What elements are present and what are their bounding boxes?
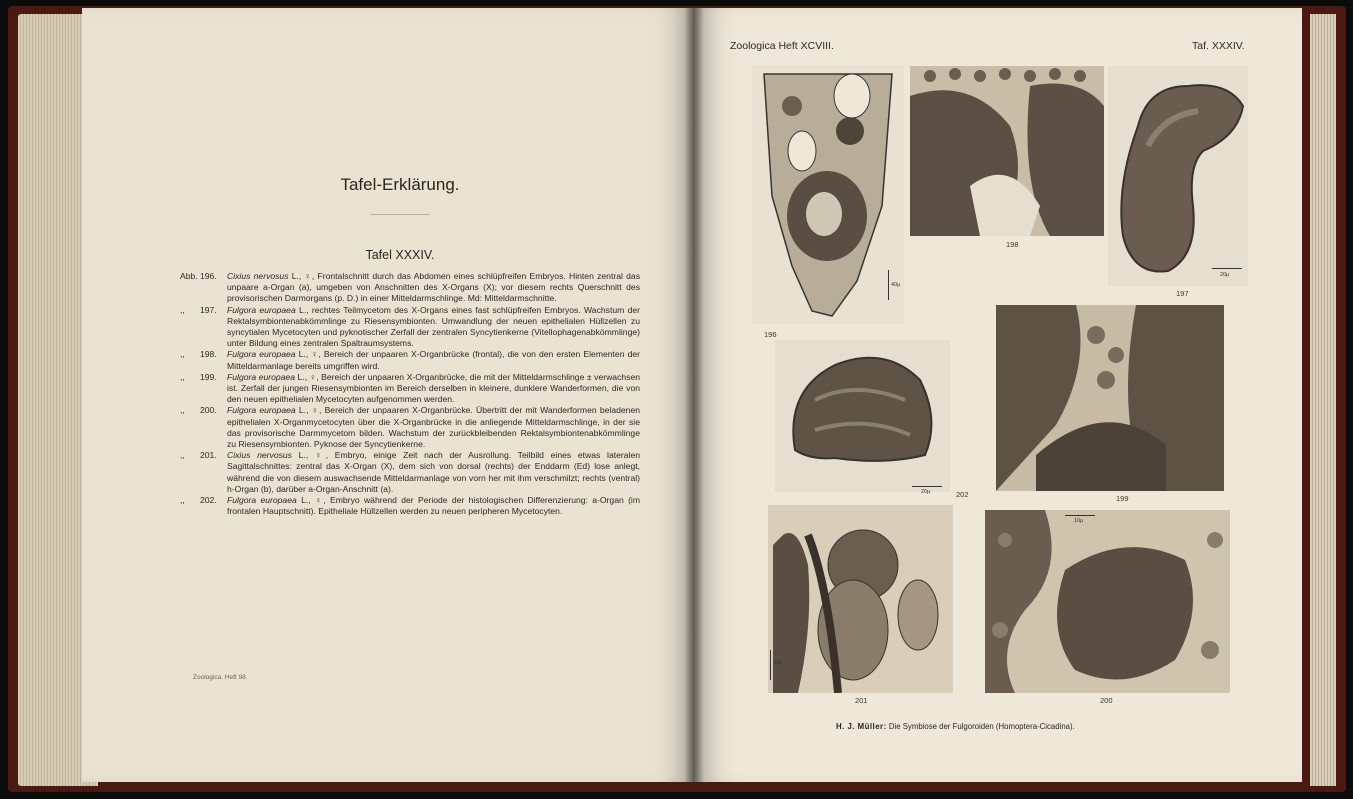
figure-199 bbox=[996, 305, 1224, 491]
entry-number bbox=[180, 271, 224, 282]
scale-label-202: 20μ bbox=[921, 489, 931, 495]
page-title: Tafel-Erklärung. bbox=[340, 175, 460, 194]
figure-entry bbox=[180, 271, 640, 305]
entry-prefix: ,, bbox=[180, 405, 185, 416]
entry-text: L., rechtes Teilmycetom des X-Organs eines fast schlüpfreifen Embryos. Wachstum der Rektalsymbiontenabkömmlinge zu Riesensymbionten. Umwandlung der neuen epithelialen Hüllzellen zu syncytialen Mycetocyten und pyknotischer Zerfall der zentralen Syncytienkerne (Vitellophagenabkömmlinge) unter Bildung eines zentralen Spaltraumsystems. bbox=[227, 304, 640, 349]
entry-prefix: ,, bbox=[180, 304, 185, 315]
entry-text: L., ♀, Bereich der unpaaren X-Organbrücke. Übertritt der mit Wanderformen beladenen epithelialen X-Organmycetocyten über die X-Organbrücke in die anliegende Mitteldarmschlinge, in der sie das provisorische Darmmycetom bilden. Wachstum der zurückbleibenden Rektalsymbiontenabkömmlinge zu Riesensymbionten. Pyknose der Syncytienkerne. bbox=[227, 405, 640, 450]
scale-bar-197 bbox=[1212, 268, 1242, 269]
figure-entry bbox=[180, 349, 640, 371]
book-gutter bbox=[684, 8, 704, 782]
entry-prefix: ,, bbox=[180, 495, 185, 506]
entry-species: Cixius nervosus bbox=[227, 271, 289, 281]
figure-202 bbox=[775, 340, 950, 492]
entry-figure-number: 200. bbox=[200, 405, 217, 416]
scale-bar-202 bbox=[912, 486, 942, 487]
title-divider bbox=[370, 214, 430, 215]
entry-number bbox=[180, 372, 224, 383]
entry-species: Fulgora europaea bbox=[227, 304, 296, 315]
entry-prefix: ,, bbox=[180, 371, 185, 382]
plate-subtitle: Tafel XXXIV. bbox=[365, 248, 435, 262]
figure-number-198: 198 bbox=[1006, 240, 1019, 249]
entry-number bbox=[180, 450, 224, 461]
figure-197 bbox=[1108, 66, 1248, 286]
entry-figure-number: 202. bbox=[200, 495, 217, 506]
entry-text: L., ♀, Embryo, einige Zeit nach der Ausrollung. Teilbild eines etwas lateralen Sagittalschnittes: zentral das X-Organ (X), dem sich von dorsal (rechts) der Enddarm (Ed) lose anlegt, während die von diesem auswachsende Mitteldarmanlage von vorn her mit ihm verschmilzt; rechts (ventral) h-Organ (b), darüber a-Organ-Anschnitt (a). bbox=[227, 450, 641, 494]
entry-text: L., ♀, Frontalschnitt durch das Abdomen eines schlüpfreifen Embryos. Hinten zentral das unpaare a-Organ (a), umgeben von Anschnitten des X-Organs (X); vor diesem rechts Querschnitt des provisorischen Darmorgans (p. D.) in einer Mitteldarmschlinge. Md: Mitteldarmschnitte. bbox=[227, 271, 641, 304]
figure-entry bbox=[180, 305, 640, 350]
figure-200 bbox=[985, 510, 1230, 693]
entry-species: Cixius nervosus bbox=[227, 450, 292, 461]
figure-number-200: 200 bbox=[1100, 696, 1113, 705]
caption-author: H. J. Müller: bbox=[836, 722, 887, 731]
figure-entry bbox=[180, 450, 640, 495]
entry-prefix: ,, bbox=[180, 349, 185, 360]
entry-figure-number: 201. bbox=[200, 450, 217, 461]
entry-number bbox=[180, 349, 224, 360]
caption-text: Die Symbiose der Fulgoroiden (Homoptera-Cicadina). bbox=[886, 722, 1075, 731]
entry-number bbox=[180, 405, 224, 416]
entry-species: Fulgora europaea bbox=[227, 495, 297, 506]
figure-entry bbox=[180, 495, 640, 517]
scale-label-197: 20μ bbox=[1220, 272, 1230, 278]
figure-201 bbox=[768, 505, 953, 693]
plate-header: Taf. XXXIV. bbox=[1192, 40, 1245, 52]
figure-number-201: 201 bbox=[855, 696, 868, 705]
entry-figure-number: 197. bbox=[200, 304, 217, 315]
entry-figure-number: 198. bbox=[200, 349, 217, 360]
scale-label-200: 10μ bbox=[1074, 518, 1084, 524]
entry-prefix: Abb. bbox=[180, 271, 198, 281]
entry-text: L., ♀, Bereich der unpaaren X-Organbrücke (frontal), die von den ersten Elementen der Mitteldarmanlage bereits umgriffen wird. bbox=[227, 349, 640, 371]
entry-figure-number: 199. bbox=[200, 371, 217, 382]
figure-explanations bbox=[180, 271, 640, 517]
entry-number bbox=[180, 305, 224, 316]
entry-figure-number: 196. bbox=[200, 271, 217, 281]
figure-number-196: 196 bbox=[764, 330, 777, 339]
plate-caption bbox=[836, 722, 1075, 731]
page-footnote: Zoologica. Heft 98. bbox=[193, 674, 248, 681]
figure-198 bbox=[910, 66, 1104, 236]
figure-number-199: 199 bbox=[1116, 494, 1129, 503]
figure-number-202: 202 bbox=[956, 490, 969, 499]
entry-text: L., ♀, Embryo während der Periode der histologischen Differenzierung: a-Organ (im frontalen Hauptschnitt). Epitheliale Hüllzellen werden zu neuen peripheren Mycetocyten. bbox=[227, 495, 640, 517]
scale-bar-200 bbox=[1065, 515, 1095, 516]
scale-label-201: 20μ bbox=[773, 660, 783, 666]
entry-text: L., ♀, Bereich der unpaaren X-Organbrücke, die mit der Mitteldarmschlinge ± verwachsen ist. Zerfall der jungen Riesensymbionten im Bereich derselben in kleinere, dunklere Wanderformen, die von den neuen epithelialen Mycetocyten aufgenommen werden. bbox=[227, 371, 641, 405]
scale-bar-196 bbox=[888, 270, 889, 300]
entry-number bbox=[180, 495, 224, 506]
scale-label-196: 40μ bbox=[891, 282, 901, 288]
journal-header: Zoologica Heft XCVIII. bbox=[730, 40, 834, 52]
figure-number-197: 197 bbox=[1176, 289, 1189, 298]
scale-bar-201 bbox=[770, 650, 771, 680]
figure-196 bbox=[752, 66, 904, 324]
entry-prefix: ,, bbox=[180, 450, 185, 461]
figure-entry bbox=[180, 405, 640, 450]
page-edges-right bbox=[1310, 14, 1336, 786]
entry-species: Fulgora europaea bbox=[227, 349, 296, 360]
entry-species: Fulgora europaea bbox=[227, 405, 296, 416]
entry-species: Fulgora europaea bbox=[227, 371, 295, 382]
figure-entry bbox=[180, 372, 640, 406]
